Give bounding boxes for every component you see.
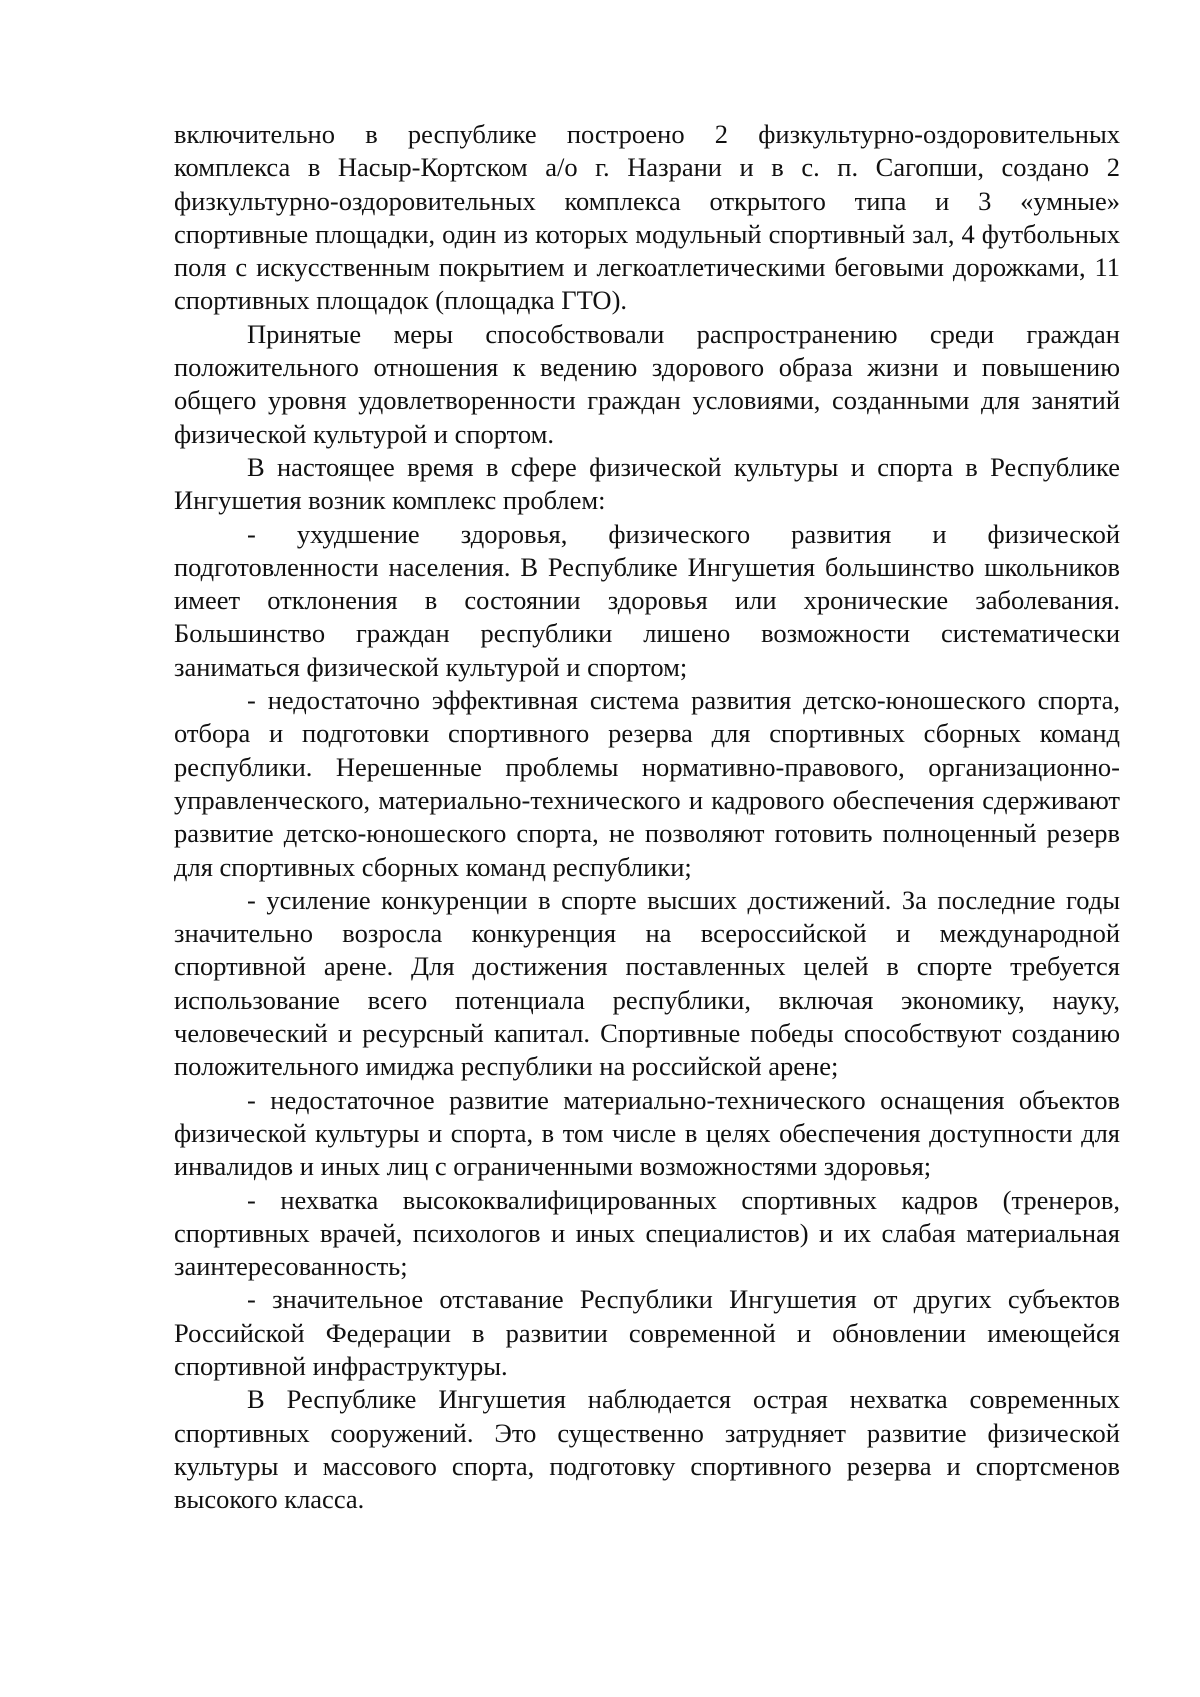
paragraph-measures-result: Принятые меры способствовали распространению среди граждан положительного отношения к ведению здорового образа жизни и повышению общего уровня удовлетворенности граждан условиями, созданными для занятий физической культурой и спортом. — [174, 318, 1120, 449]
paragraph-problems-intro: В настоящее время в сфере физической культуры и спорта в Республике Ингушетия возник комплекс проблем: — [174, 451, 1120, 516]
document-body — [174, 118, 1120, 1516]
paragraph-facilities-shortage: В Республике Ингушетия наблюдается острая нехватка современных спортивных сооружений. Это существенно затрудняет развитие физической культуры и массового спорта, подготовку спортивного резерва и спортсменов высокого класса. — [174, 1384, 1120, 1515]
list-item-infrastructure-lag: - значительное отставание Республики Ингушетия от других субъектов Российской Федерации в развитии современной и обновлении имеющейся спортивной инфраструктуры. — [174, 1284, 1120, 1381]
list-item-competition: - усиление конкуренции в спорте высших достижений. За последние годы значительно возросла конкуренция на всероссийской и международной спортивной арене. Для достижения поставленных целей в спорте требуется использование всего потенциала республики, включая экономику, науку, человеческий и ресурсный капитал. Спортивные победы способствуют созданию положительного имиджа республики на российской арене; — [174, 884, 1120, 1082]
list-item-health-decline: - ухудшение здоровья, физического развития и физической подготовленности населения. В Республике Ингушетия большинство школьников имеет отклонения в состоянии здоровья или хронические заболевания. Большинство граждан республики лишено возможности систематически заниматься физической культурой и спортом; — [174, 518, 1120, 682]
paragraph-facilities-built: включительно в республике построено 2 физкультурно-оздоровительных комплекса в Насыр-Кортском а/о г. Назрани и в с. п. Сагопши, создано 2 физкультурно-оздоровительных комплекса открытого типа и 3 «умные» спортивные площадки, один из которых модульный спортивный зал, 4 футбольных поля с искусственным покрытием и легкоатлетическими беговыми дорожками, 11 спортивных площадок (площадка ГТО). — [174, 119, 1120, 316]
list-item-material-base: - недостаточное развитие материально-технического оснащения объектов физической культуры и спорта, в том числе в целях обеспечения доступности для инвалидов и иных лиц с ограниченными возможностями здоровья; — [174, 1084, 1120, 1182]
list-item-youth-sport-system: - недостаточно эффективная система развития детско-юношеского спорта, отбора и подготовки спортивного резерва для спортивных сборных команд республики. Нерешенные проблемы нормативно-правового, организационно-управленческого, материально-технического и кадрового обеспечения сдерживают развитие детско-юношеского спорта, не позволяют готовить полноценный резерв для спортивных сборных команд республики; — [174, 685, 1120, 882]
list-item-staff-shortage: - нехватка высококвалифицированных спортивных кадров (тренеров, спортивных врачей, психологов и иных специалистов) и их слабая материальная заинтересованность; — [174, 1184, 1120, 1282]
